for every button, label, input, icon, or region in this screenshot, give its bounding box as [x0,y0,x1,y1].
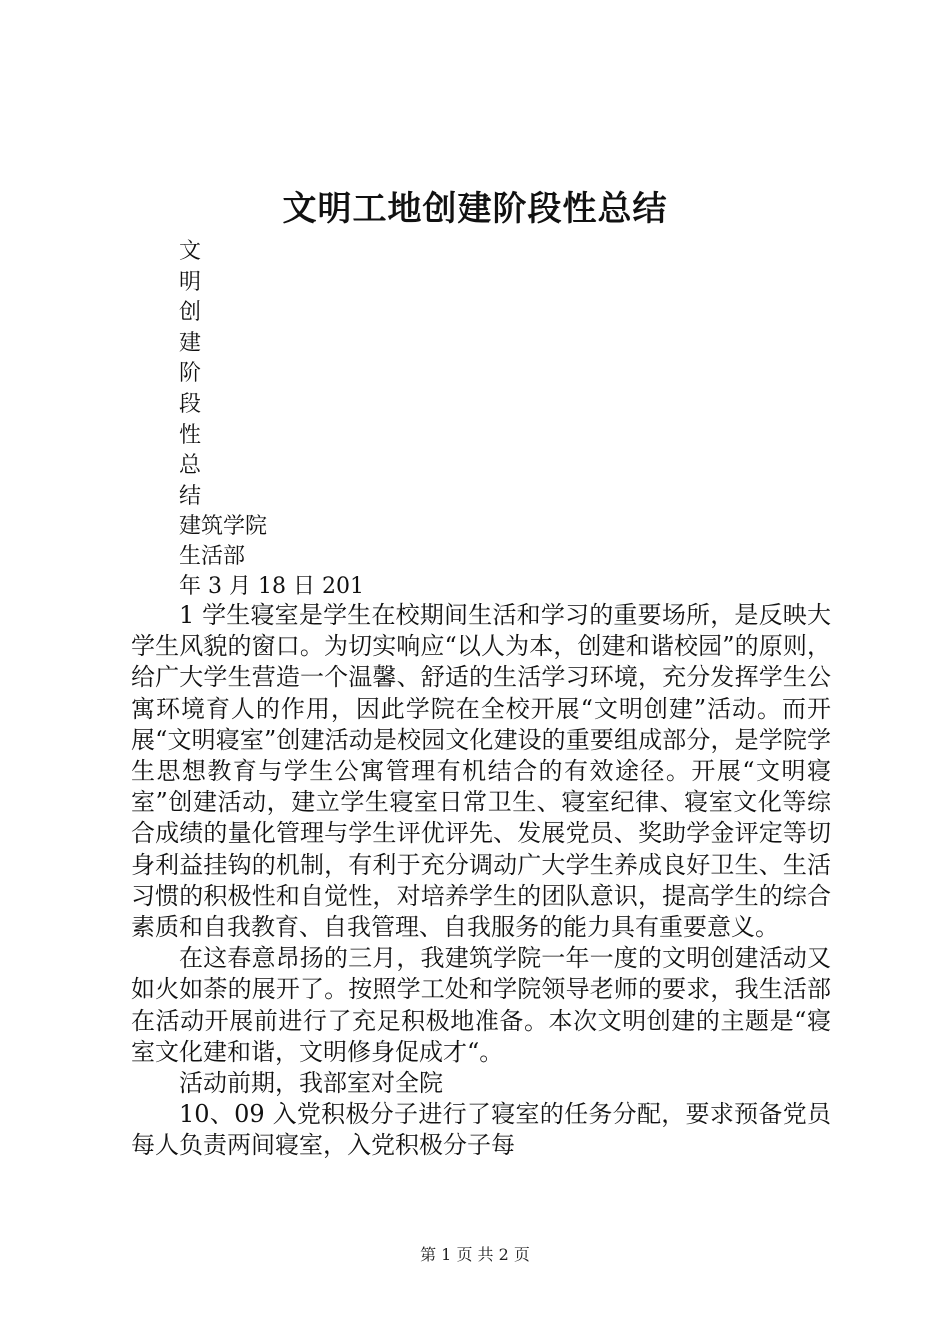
vertical-title-char: 文 [179,239,202,264]
vertical-title-char: 明 [179,269,202,295]
document-date: 年 3 月 18 日 201 [179,574,364,599]
vertical-title-char: 结 [179,483,202,509]
vertical-title-char: 建 [179,330,202,356]
department-name: 生活部 [179,544,246,569]
vertical-title-char: 创 [179,300,202,326]
organization-name: 建筑学院 [179,514,268,539]
body-text [131,600,831,1162]
page-title: 文明工地创建阶段性总结 [282,189,668,229]
paragraph: 活动前期，我部室对全院 [179,1069,443,1098]
paragraph: 10、09 入党积极分子进行了寝室的任务分配，要求预备党员每人负责两间寝室，入党积极分子每 [131,1100,831,1160]
vertical-title-char: 段 [179,391,202,417]
vertical-title-char: 总 [179,453,202,479]
vertical-title-char: 阶 [179,361,202,387]
vertical-title-char: 性 [179,422,202,448]
paragraph: 1 学生寝室是学生在校期间生活和学习的重要场所，是反映大学生风貌的窗口。为切实响应“以人为本，创建和谐校园”的原则，给广大学生营造一个温馨、舒适的生活学习环境，充分发挥学生公寓环境育人的作用，因此学院在全校开展“文明创建”活动。而开展“文明寝室”创建活动是校园文化建设的重要组成部分，是学院学生思想教育与学生公寓管理有机结合的有效途径。开展“文明寝室”创建活动，建立学生寝室日常卫生、寝室纪律、寝室文化等综合成绩的量化管理与学生评优评先、发展党员、奖助学金评定等切身利益挂钩的机制，有利于充分调动广大学生养成良好卫生、生活习惯的积极性和自觉性，对培养学生的团队意识，提高学生的综合素质和自我教育、自我管理、自我服务的能力具有重要意义。 [131,601,831,942]
page-footer: 第 1 页 共 2 页 [420,1245,530,1264]
vertical-title [179,237,201,512]
paragraph: 在这春意昂扬的三月，我建筑学院一年一度的文明创建活动又如火如荼的展开了。按照学工处和学院领导老师的要求，我生活部在活动开展前进行了充足积极地准备。本次文明创建的主题是“寝室文化建和谐，文明修身促成才“。 [131,944,831,1066]
